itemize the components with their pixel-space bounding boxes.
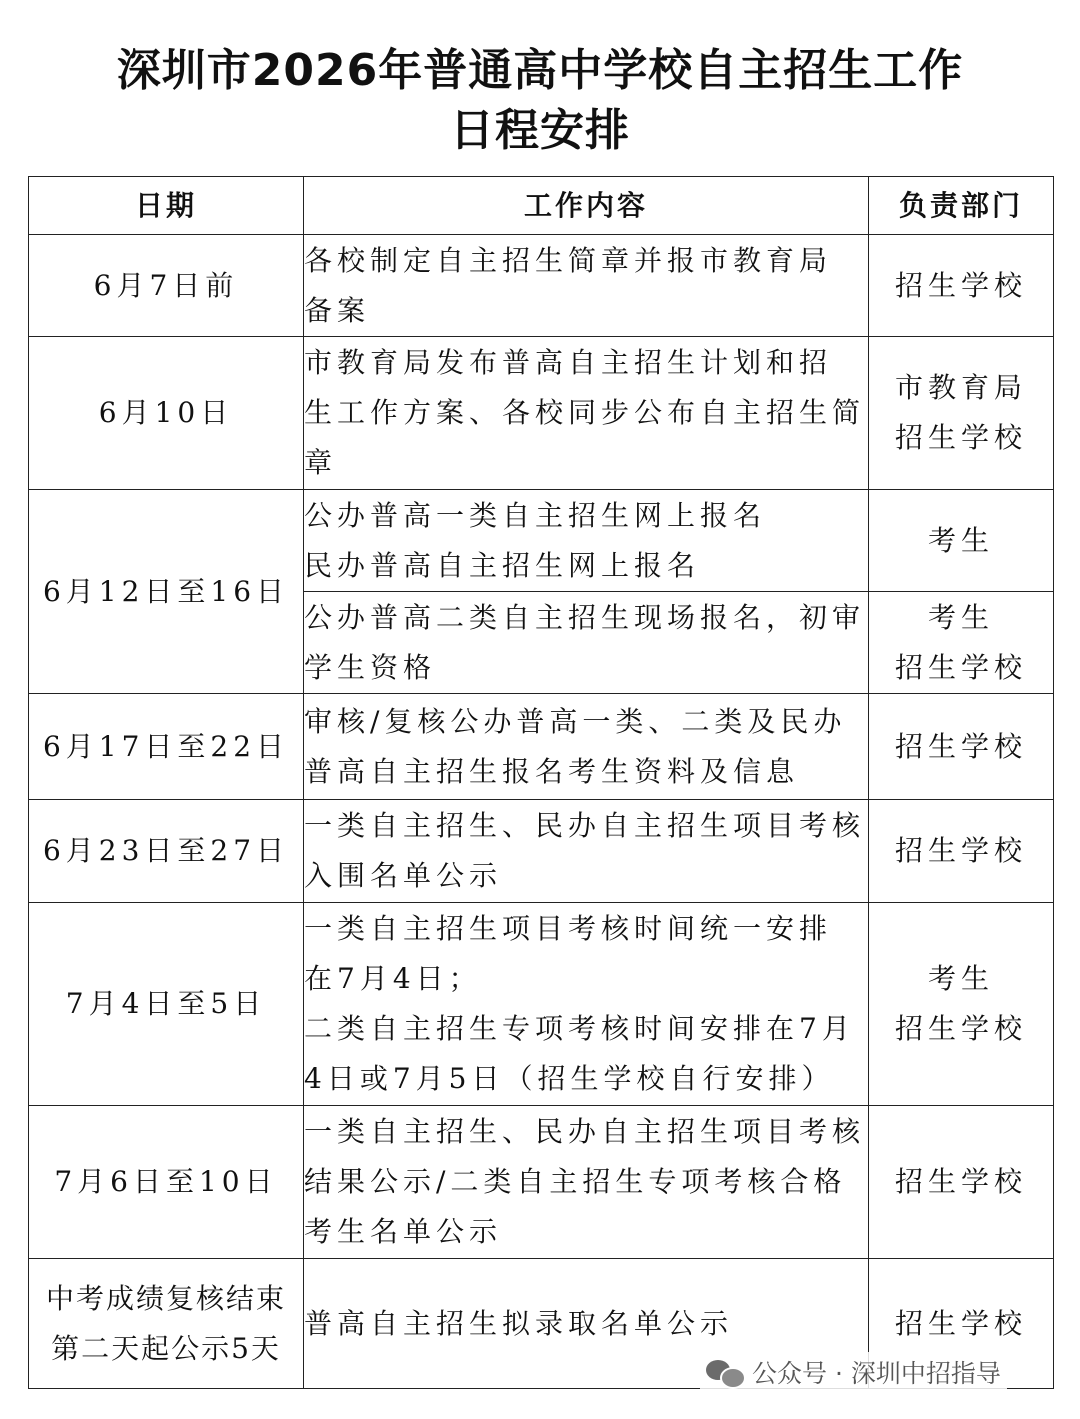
page-title: 深圳市2026年普通高中学校自主招生工作 — [116, 45, 964, 96]
table-row — [29, 235, 1054, 337]
content-cell: 各校制定自主招生简章并报市教育局 备案 — [304, 235, 869, 337]
dept-cell: 考生 招生学校 — [869, 592, 1054, 694]
watermark-text: 公众号 · 深圳中招指导 — [752, 1359, 1001, 1388]
dept-cell: 考生 招生学校 — [869, 903, 1054, 1106]
table-header-row — [29, 177, 1054, 235]
table-row — [29, 490, 1054, 592]
page-subtitle: 日程安排 — [450, 105, 630, 156]
table-row — [29, 800, 1054, 903]
table-row — [29, 903, 1054, 1106]
dept-cell: 招生学校 — [869, 1106, 1054, 1259]
content-cell: 审核/复核公办普高一类、二类及民办 普高自主招生报名考生资料及信息 — [304, 694, 869, 800]
date-cell: 6月10日 — [29, 337, 304, 490]
table-row — [29, 337, 1054, 490]
table-row — [29, 694, 1054, 800]
content-cell: 普高自主招生拟录取名单公示 — [304, 1259, 869, 1389]
watermark — [700, 1352, 1007, 1392]
header-dept: 负责部门 — [869, 177, 1054, 235]
schedule-table — [28, 176, 1054, 1389]
date-cell: 6月23日至27日 — [29, 800, 304, 903]
content-cell: 一类自主招生项目考核时间统一安排 在7月4日； 二类自主招生专项考核时间安排在7月 4日或7月5日（招生学校自行安排） — [304, 903, 869, 1106]
date-cell: 7月4日至5日 — [29, 903, 304, 1106]
header-content: 工作内容 — [304, 177, 869, 235]
date-cell: 6月17日至22日 — [29, 694, 304, 800]
content-cell: 一类自主招生、民办自主招生项目考核 入围名单公示 — [304, 800, 869, 903]
content-cell: 市教育局发布普高自主招生计划和招 生工作方案、各校同步公布自主招生简 章 — [304, 337, 869, 490]
date-cell: 6月7日前 — [29, 235, 304, 337]
dept-cell: 考生 — [869, 490, 1054, 592]
date-cell: 中考成绩复核结束 第二天起公示5天 — [29, 1259, 304, 1389]
dept-cell: 招生学校 — [869, 1259, 1054, 1389]
date-cell: 7月6日至10日 — [29, 1106, 304, 1259]
content-cell: 一类自主招生、民办自主招生项目考核 结果公示/二类自主招生专项考核合格 考生名单公示 — [304, 1106, 869, 1259]
date-cell: 6月12日至16日 — [29, 490, 304, 694]
content-cell: 公办普高二类自主招生现场报名，初审 学生资格 — [304, 592, 869, 694]
dept-cell: 招生学校 — [869, 235, 1054, 337]
header-date: 日期 — [29, 177, 304, 235]
dept-cell: 招生学校 — [869, 800, 1054, 903]
table-row — [29, 1106, 1054, 1259]
dept-cell: 招生学校 — [869, 694, 1054, 800]
content-cell: 公办普高一类自主招生网上报名 民办普高自主招生网上报名 — [304, 490, 869, 592]
wechat-icon — [706, 1358, 744, 1386]
dept-cell: 市教育局 招生学校 — [869, 337, 1054, 490]
